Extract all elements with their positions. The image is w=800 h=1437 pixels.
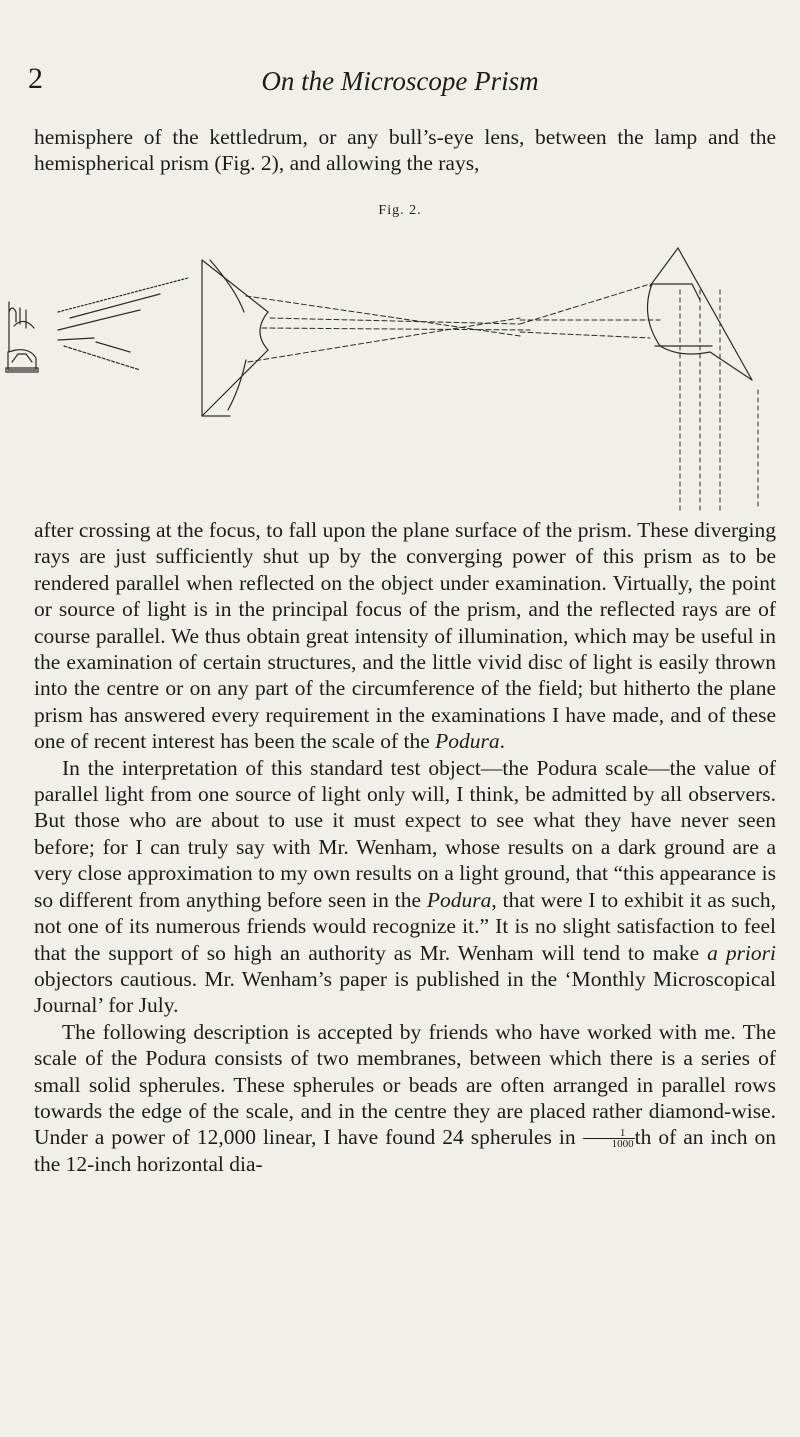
fraction-numerator: 1 — [583, 1128, 635, 1139]
italic-text: Podura — [426, 887, 492, 912]
italic-text: a priori — [707, 940, 776, 965]
fraction-denominator: 1000 — [611, 1138, 634, 1151]
figure-caption: Fig. 2. — [378, 203, 422, 218]
text-run: th of an inch on the 12-inch horizontal dia- — [34, 1125, 776, 1176]
diverging-rays-left — [58, 278, 188, 370]
parallel-rays-vertical — [680, 290, 758, 510]
italic-text: Podura — [435, 729, 500, 754]
page-number: 2 — [28, 62, 43, 95]
top-paragraph: hemisphere of the kettledrum, or any bull’s-eye lens, between the lamp and the hemispherical prism (Fig. 2), and allowing the rays, — [34, 125, 776, 176]
paragraph — [34, 517, 776, 755]
bulls-eye-lens — [202, 260, 268, 416]
top-paragraph-block — [34, 124, 776, 177]
running-head: On the Microscope Prism — [261, 66, 539, 96]
text-run: . — [499, 729, 506, 754]
lamp-icon — [6, 302, 38, 372]
paragraph — [34, 1019, 776, 1177]
converging-rays — [246, 284, 660, 362]
fraction — [583, 1128, 635, 1149]
text-run: The following description is accepted by friends who have worked with me. The scale of the Podura consists of two membranes, between which there is a series of small solid spherules. These spherules or beads are often arranged in parallel rows towards the edge of the scale, and in the centre they are placed rather diamond-wise. Under a power of 12,000 linear, I have found 24 spherules in — [34, 1019, 776, 1150]
text-run: , that were I to exhibit it as such, not one of its numerous friends would recognize it.” It is no slight satisfaction to feel that the support of so high an authority as Mr. Wenham will tend to make — [34, 887, 776, 965]
body-text — [34, 517, 776, 1177]
paragraph — [34, 755, 776, 1019]
figure-2-diagram — [0, 220, 800, 520]
text-run: after crossing at the focus, to fall upon the plane surface of the prism. These diverging rays are just sufficiently shut up by the converging power of this prism as to be rendered parallel when reflected on the object under examination. Virtually, the point or source of light is in the principal focus of the prism, and the reflected rays are of course parallel. We thus obtain great intensity of illumination, which may be useful in the examination of certain structures, and the little vivid disc of light is easily thrown into the centre or on any part of the circumference of the field; but hitherto the plane prism has answered every requirement in the examinations I have made, and of these one of recent interest has been the scale of the — [34, 518, 776, 754]
text-run: objectors cautious. Mr. Wenham’s paper is published in the ‘Monthly Microscopical Journal’ for July. — [34, 966, 776, 1018]
text-run: In the interpretation of this standard test object—the Podura scale—the value of parallel light from one source of light only will, I think, be admitted by all observers. But those who are about to use it must expect to see what they have never seen before; for I can truly say with Mr. Wenham, whose results on a dark ground are a very close approximation to my own results on a light ground, that “this appearance is so different from anything before seen in the — [34, 755, 776, 912]
